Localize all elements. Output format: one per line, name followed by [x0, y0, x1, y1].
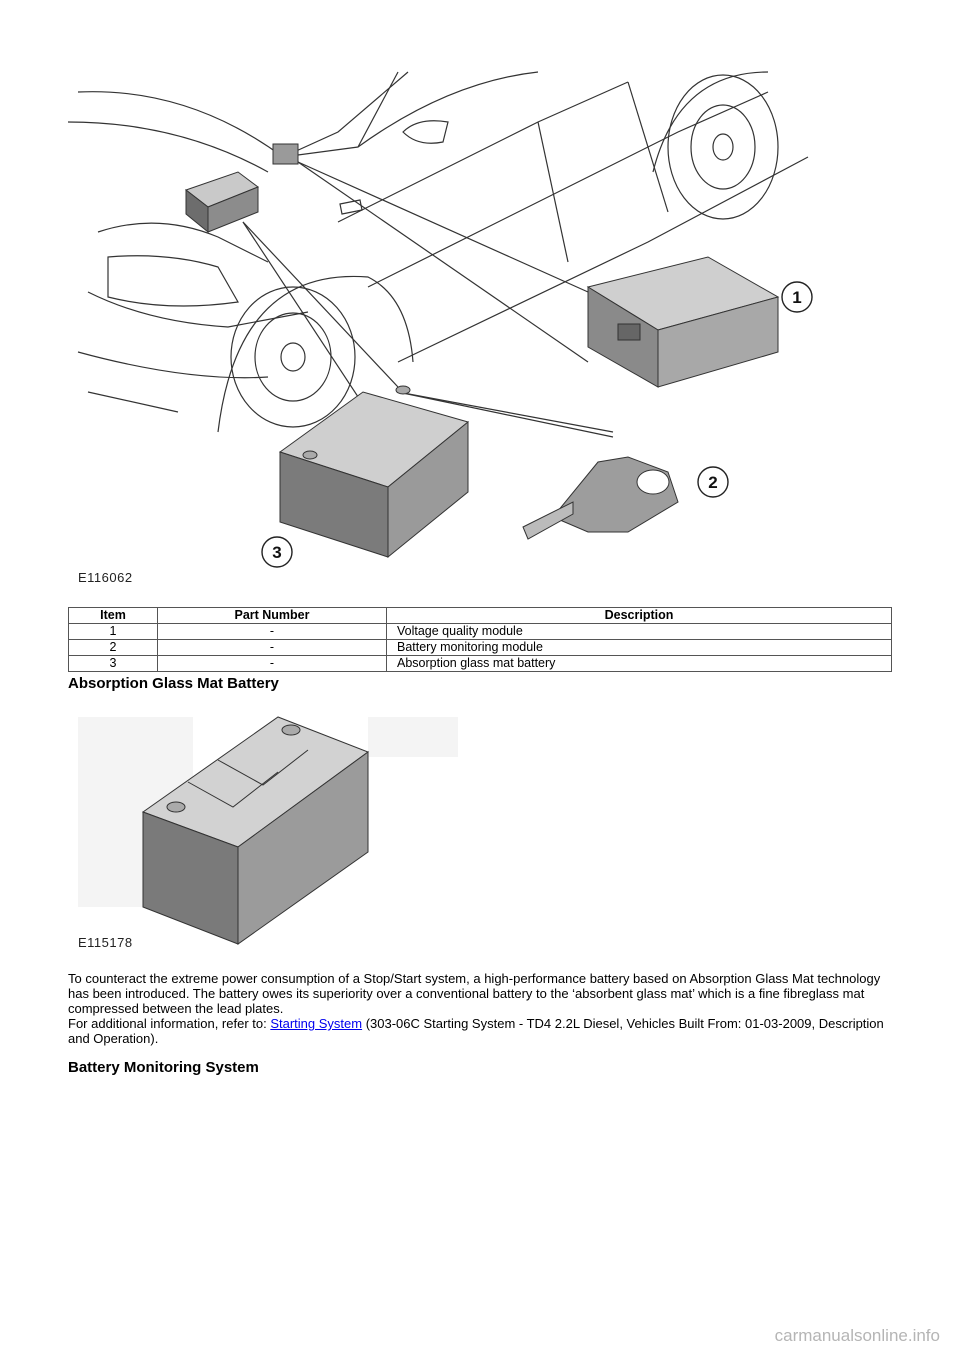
- parts-table: [68, 607, 892, 672]
- header-item: Item: [69, 608, 158, 624]
- table-header-row: [69, 608, 892, 624]
- cell-item: 3: [69, 656, 158, 672]
- component-location-figure: [68, 62, 828, 587]
- cell-part-number: -: [158, 640, 387, 656]
- callout-2: 2: [708, 473, 718, 492]
- table-row: [69, 624, 892, 640]
- cell-description: Voltage quality module: [387, 624, 892, 640]
- table-row: [69, 656, 892, 672]
- figure1-id-label: E116062: [78, 570, 133, 585]
- starting-system-link[interactable]: Starting System: [270, 1016, 363, 1031]
- cell-part-number: -: [158, 624, 387, 640]
- section-heading-agm-battery: Absorption Glass Mat Battery: [68, 675, 279, 692]
- cell-part-number: -: [158, 656, 387, 672]
- paragraph-text: To counteract the extreme power consumption of a Stop/Start system, a high-performance battery based on Absorption Glass Mat technology has been introduced. The battery owes its superiority over a conventional battery to the ‘absorbent glass mat’ which is a fine fibreglass mat compressed between the lead plates.: [68, 971, 881, 1016]
- agm-battery-figure: [68, 712, 468, 952]
- header-description: Description: [387, 608, 892, 624]
- figure2-id-label: E115178: [78, 935, 133, 950]
- header-part-number: Part Number: [158, 608, 387, 624]
- reference-prefix: For additional information, refer to:: [68, 1016, 271, 1031]
- callout-1: 1: [792, 288, 802, 307]
- cell-item: 2: [69, 640, 158, 656]
- cell-description: Absorption glass mat battery: [387, 656, 892, 672]
- table-row: [69, 640, 892, 656]
- cell-description: Battery monitoring module: [387, 640, 892, 656]
- section-heading-battery-monitoring: Battery Monitoring System: [68, 1059, 259, 1076]
- callout-3: 3: [272, 543, 282, 562]
- cell-item: 1: [69, 624, 158, 640]
- watermark: carmanualsonline.info: [774, 1326, 940, 1345]
- reference-suffix: (303-06C Starting System - TD4 2.2L Diesel, Vehicles Built From: 01-03-2009, Description and Operation).: [68, 1016, 884, 1046]
- agm-description-paragraph: [68, 971, 898, 1046]
